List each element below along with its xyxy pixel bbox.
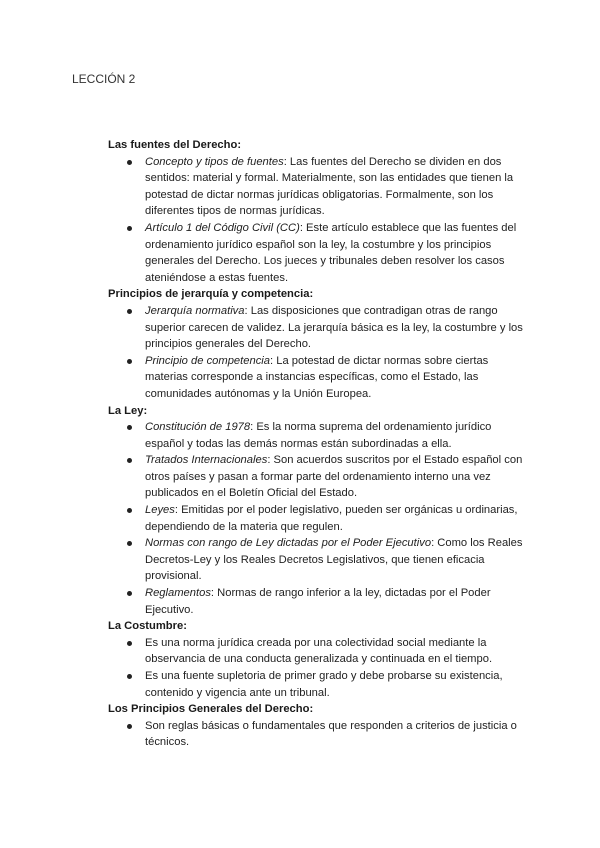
item-text: : La potestad de dictar normas sobre ciertas materias corresponde a instancias específicas, como el Estado, las comunidades autónomas y la Unión Europea. [145,354,489,400]
bullet-icon [127,425,132,430]
list-item [108,303,533,353]
lesson-title: LECCIÓN 2 [72,72,136,86]
list-item [108,635,533,668]
list-item [108,585,533,618]
item-text: : Emitidas por el poder legislativo, pueden ser orgánicas u ordinarias, dependiendo de la materia que regulen. [145,504,518,533]
list-item [108,419,533,452]
item-term: Normas con rango de Ley dictadas por el Poder Ejecutivo [145,537,432,550]
list-item [108,502,533,535]
list-item [108,718,533,751]
bullet-icon [127,359,132,364]
section-list [108,718,533,751]
bullet-icon [127,541,132,546]
bullet-icon [127,458,132,463]
section-title: Los Principios Generales del Derecho: [108,703,314,716]
item-text: Es una norma jurídica creada por una colectividad social mediante la observancia de una conducta generalizada y continuada en el tiempo. [145,636,493,666]
bullet-icon [127,591,132,596]
list-item [108,154,533,220]
list-item [108,353,533,403]
item-term: Leyes [145,504,175,517]
section-title: Las fuentes del Derecho: [108,139,242,151]
item-term: Concepto y tipos de fuentes [145,155,284,168]
section-title: La Costumbre: [108,620,187,633]
item-text: : Las fuentes del Derecho se dividen en dos sentidos: material y formal. Materialmente, son las entidades que tienen la potestad de dictar normas jurídicas obligatorias. Formalmente, son los diferentes tipos de normas jurídicas. [145,155,514,218]
section-list [108,154,533,287]
item-text: : Es la norma suprema del ordenamiento jurídico español y todas las demás normas están subordinadas a ella. [145,421,492,450]
item-term: Jerarquía normativa [145,304,245,317]
list-item [108,220,533,286]
item-text: : Este artículo establece que las fuentes del ordenamiento jurídico español son la ley, la costumbre y los principios generales del Derecho. Los jueces y tribunales deben resolver los casos ateniéndose a estas fuentes. [145,221,517,284]
item-term: Reglamentos [145,587,211,600]
bullet-icon [127,160,132,165]
list-item [108,452,533,502]
bullet-icon [127,309,132,314]
item-text: : Como los Reales Decretos-Ley y los Reales Decretos Legislativos, que tienen eficacia provisional. [145,537,523,583]
section-title: La Ley: [108,404,148,417]
item-text: Son reglas básicas o fundamentales que responden a criterios de justicia o técnicos. [145,719,517,749]
section-list [108,303,533,403]
document-body [108,137,533,751]
item-text: : Son acuerdos suscritos por el Estado español con otros países y pasan a formar parte del ordenamiento interno una vez publicados en el Boletín Oficial del Estado. [145,454,523,500]
item-text: : Normas de rango inferior a la ley, dictadas por el Poder Ejecutivo. [145,587,491,616]
item-text: : Las disposiciones que contradigan otras de rango superior carecen de validez. La jerarquía básica es la ley, la costumbre y los principios generales del Derecho. [145,304,523,351]
bullet-icon [127,508,132,513]
item-term: Constitución de 1978 [145,421,251,434]
list-item [108,668,533,701]
list-item [108,535,533,585]
item-term: Artículo 1 del Código Civil (CC) [145,221,300,234]
section-list [108,635,533,701]
bullet-icon [127,641,132,646]
section-title: Principios de jerarquía y competencia: [108,288,314,301]
section-list [108,419,533,618]
bullet-icon [127,226,132,231]
bullet-icon [127,724,132,729]
item-term: Principio de competencia [145,354,270,367]
bullet-icon [127,674,132,679]
item-text: Es una fuente supletoria de primer grado y debe probarse su existencia, contenido y vigencia ante un tribunal. [145,670,503,699]
item-term: Tratados Internacionales [145,454,268,467]
